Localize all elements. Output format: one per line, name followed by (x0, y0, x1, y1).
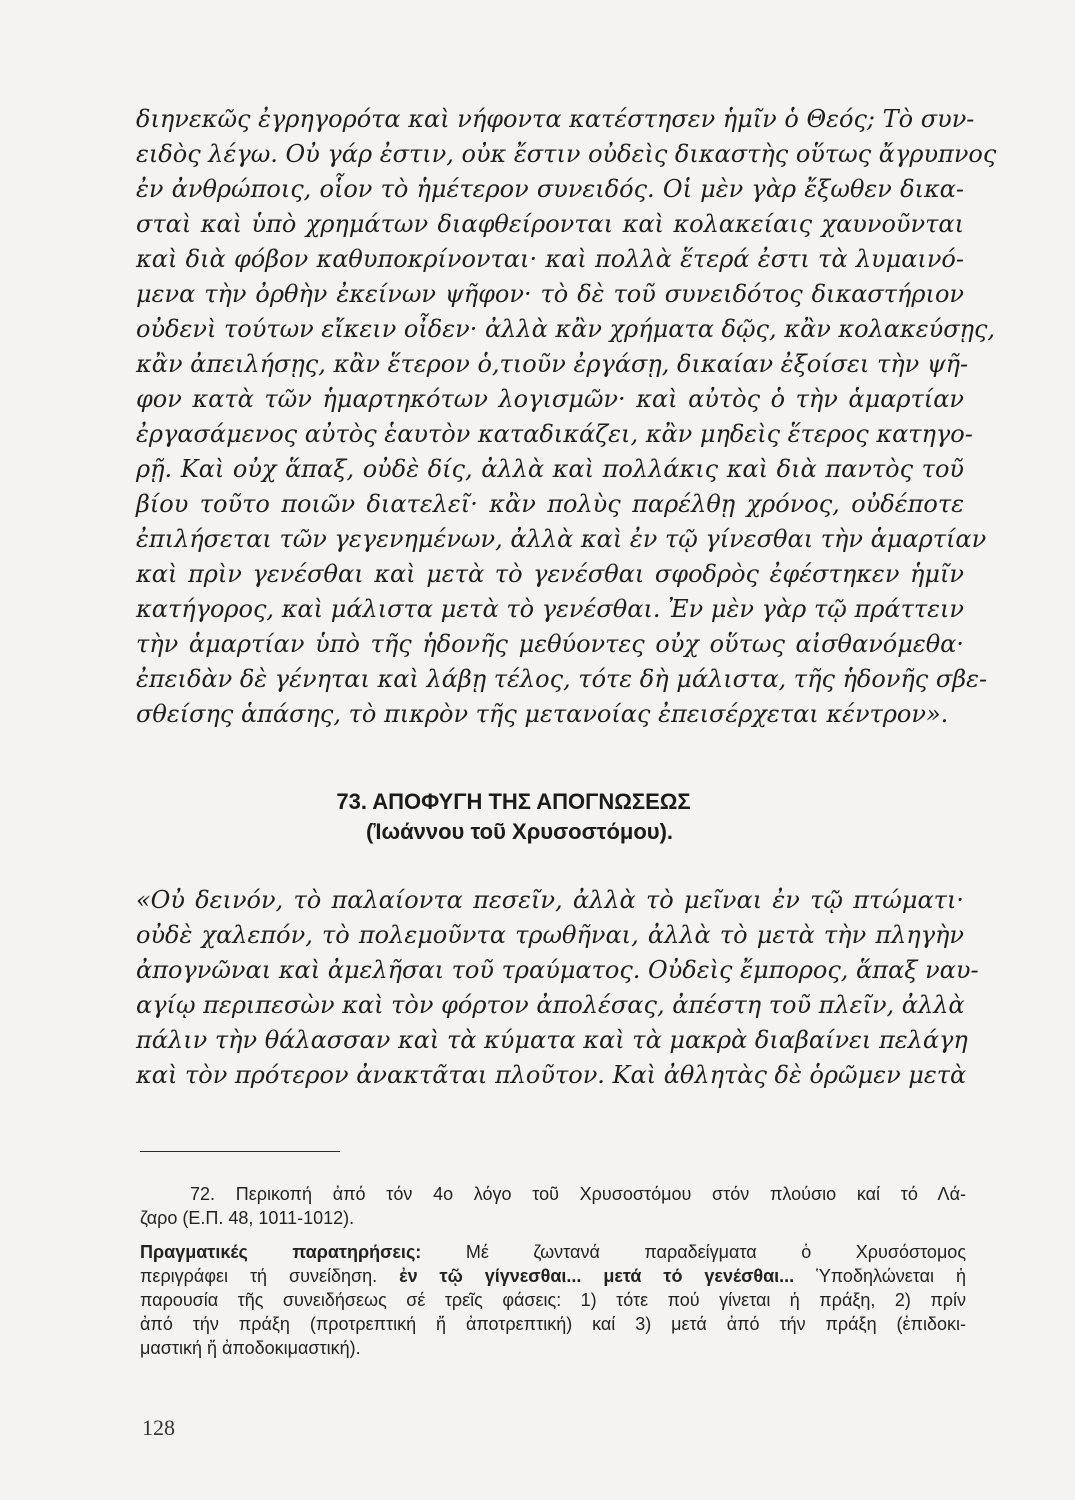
section-title: 73. ΑΠΟΦΥΓΗ ΤΗΣ ΑΠΟΓΝΩΣΕΩΣ (336, 789, 691, 814)
text-line: «Οὐ δεινόν, τὸ παλαίοντα πεσεῖν, ἀλλὰ τὸ μεῖναι ἐν τῷ πτώματι· (136, 886, 964, 914)
text-line: αγίῳ περιπεσὼν καὶ τὸν φόρτον ἀπολέσας, ἀπέστη τοῦ πλεῖν, ἀλλὰ (136, 991, 965, 1019)
remarks-text: Μέ ζωντανά παραδείγματα ὁ Χρυσόστομος (465, 1242, 966, 1262)
section-subtitle: (Ἰωάννου τοῦ Χρυσοστόμου). (365, 819, 674, 844)
text-line: καὶ πρὶν γενέσθαι καὶ μετὰ τὸ γενέσθαι σφοδρὸς ἐφέστηκεν ἡμῖν (136, 560, 964, 588)
text-line: καὶ τὸν πρότερον ἀνακτᾶται πλοῦτον. Καὶ ἀθλητὰς δὲ ὁρῶμεν μετὰ (136, 1061, 967, 1089)
remarks-text: Ὑποδηλώνεται ἡ (816, 1266, 966, 1286)
remarks-quote: ἐν τῷ γίγνεσθαι... μετά τό γενέσθαι... (399, 1266, 795, 1286)
footnote-line: ζαρο (Ε.Π. 48, 1011-1012). (140, 1208, 355, 1228)
footnote-line (140, 1182, 966, 1206)
footnote-divider (140, 1151, 340, 1152)
text-line: ἐργασάμενος αὐτὸς ἑαυτὸν καταδικάζει, κἂν μηδεὶς ἕτερος κατηγο- (136, 420, 973, 448)
footnote-line (140, 1264, 966, 1288)
text-line: τὴν ἁμαρτίαν ὑπὸ τῆς ἡδονῆς μεθύοντες οὐχ οὕτως αἰσθανόμεθα· (136, 630, 964, 658)
text-line: σθείσης ἁπάσης, τὸ πικρὸν τῆς μετανοίας ἐπεισέρχεται κέντρον». (136, 700, 949, 728)
text-line: ἀπογνῶναι καὶ ἀμελῆσαι τοῦ τραύματος. Οὐδεὶς ἔμπορος, ἅπαξ ναυ- (136, 956, 979, 984)
text-line: βίου τοῦτο ποιῶν διατελεῖ· κἂν πολὺς παρέλθῃ χρόνος, οὐδέποτε (136, 490, 964, 518)
footnote-number: 72. (190, 1184, 216, 1204)
text-line: κατήγορος, καὶ μάλιστα μετὰ τὸ γενέσθαι. Ἐν μὲν γὰρ τῷ πράττειν (136, 595, 964, 623)
text-line: καὶ διὰ φόβον καθυποκρίνονται· καὶ πολλὰ ἕτερά ἐστι τὰ λυμαινό- (136, 245, 964, 273)
footnote-line: μαστική ἤ ἀποδοκιμαστική). (140, 1338, 361, 1358)
second-passage (136, 883, 979, 1093)
footnote-72 (140, 1182, 966, 1230)
text-line: ἐπιλήσεται τῶν γεγενημένων, ἀλλὰ καὶ ἐν τῷ γίνεσθαι τὴν ἁμαρτίαν (136, 525, 987, 553)
footnote-text: Περικοπή ἀπό τόν 4ο λόγο τοῦ Χρυσοστόμου στόν πλούσιο καί τό Λά- (235, 1184, 966, 1204)
text-line: διηνεκῶς ἐγρηγορότα καὶ νήφοντα κατέστησεν ἡμῖν ὁ Θεός; Τὸ συν- (136, 105, 975, 133)
page-number: 128 (142, 1415, 175, 1440)
text-line: οὐδενὶ τούτων εἴκειν οἶδεν· ἀλλὰ κἂν χρήματα δῷς, κἂν κολακεύσῃς, (136, 315, 996, 343)
remarks-label: Πραγματικές παρατηρήσεις: (140, 1242, 422, 1262)
footnote-line: παρουσία τῆς συνειδήσεως σέ τρεῖς φάσεις: 1) τότε πού γίνεται ἡ πράξη, 2) πρίν (140, 1290, 966, 1310)
main-passage (136, 102, 997, 732)
footnote-remarks (140, 1240, 966, 1360)
text-line: ἐν ἀνθρώποις, οἷον τὸ ἡμέτερον συνειδός. Οἱ μὲν γὰρ ἔξωθεν δικα- (136, 175, 964, 203)
text-line: φον κατὰ τῶν ἡμαρτηκότων λογισμῶν· καὶ αὐτὸς ὁ τὴν ἁμαρτίαν (136, 385, 964, 413)
footnote-line: ἀπό τήν πράξη (προτρεπτική ἤ ἀποτρεπτική) καί 3) μετά ἀπό τήν πράξη (ἐπιδοκι- (140, 1314, 966, 1334)
text-line: ειδὸς λέγω. Οὐ γάρ ἐστιν, οὐκ ἔστιν οὐδεὶς δικαστὴς οὕτως ἄγρυπνος (136, 140, 997, 168)
text-line: μενα τὴν ὀρθὴν ἐκείνων ψῆφον· τὸ δὲ τοῦ συνειδότος δικαστήριον (136, 280, 964, 308)
text-line: κἂν ἀπειλήσῃς, κἂν ἕτερον ὁ,τιοῦν ἐργάσῃ, δικαίαν ἐξοίσει τὴν ψῆ- (136, 350, 969, 378)
text-line: πάλιν τὴν θάλασσαν καὶ τὰ κύματα καὶ τὰ μακρὰ διαβαίνει πελάγη (136, 1026, 968, 1054)
text-line: ρῇ. Καὶ οὐχ ἅπαξ, οὐδὲ δίς, ἀλλὰ καὶ πολλάκις καὶ διὰ παντὸς τοῦ (136, 455, 964, 483)
text-line: σταὶ καὶ ὑπὸ χρημάτων διαφθείρονται καὶ κολακείαις χαυνοῦνται (136, 210, 964, 238)
footnote-line (140, 1240, 966, 1264)
remarks-text: περιγράφει τή συνείδηση. (140, 1266, 378, 1286)
text-line: οὐδὲ χαλεπόν, τὸ πολεμοῦντα τρωθῆναι, ἀλλὰ τὸ μετὰ τὴν πληγὴν (136, 921, 964, 949)
text-line: ἐπειδὰν δὲ γένηται καὶ λάβῃ τέλος, τότε δὴ μάλιστα, τῆς ἡδονῆς σβε- (136, 665, 988, 693)
